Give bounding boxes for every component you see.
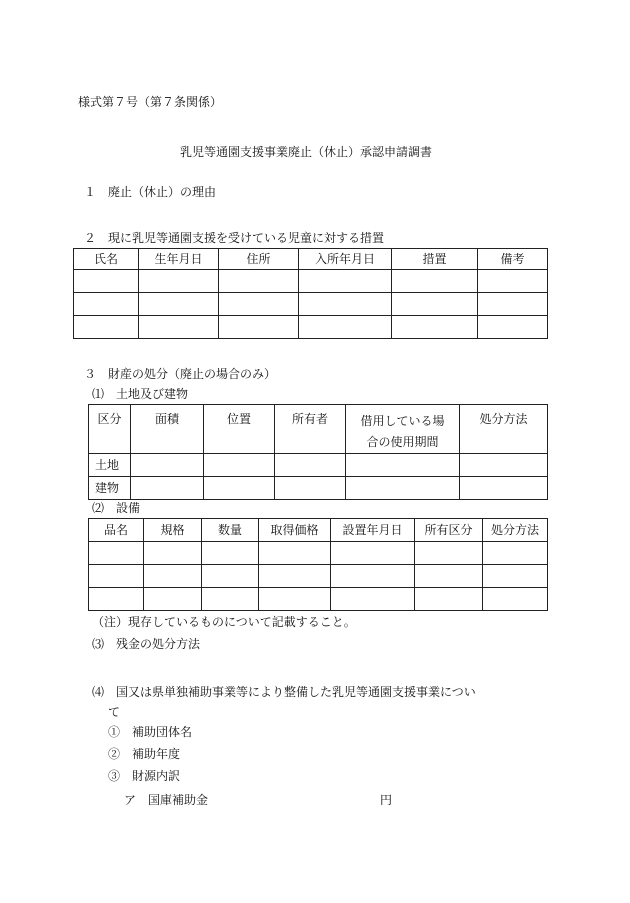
header-quantity: 数量 <box>202 519 259 542</box>
page-title: 乳児等通園支援事業廃止（休止）承認申請調書 <box>180 145 433 159</box>
header-admission-date: 入所年月日 <box>299 249 392 270</box>
item-funding-breakdown: ③ 財源内訳 <box>108 769 181 783</box>
item-national-subsidy-label: ア 国庫補助金 <box>124 793 209 807</box>
header-disposal: 処分方法 <box>483 519 548 542</box>
header-install-date: 設置年月日 <box>331 519 415 542</box>
header-address: 住所 <box>219 249 299 270</box>
section-2-heading: ２ 現に乳児等通園支援を受けている児童に対する措置 <box>84 231 385 245</box>
header-name: 氏名 <box>74 249 139 270</box>
header-lease-period <box>346 405 460 454</box>
sub-heading-subsidy-line2: て <box>108 705 121 719</box>
table-row <box>89 588 548 611</box>
header-remarks: 備考 <box>478 249 548 270</box>
form-label: 様式第７号（第７条関係） <box>78 95 223 109</box>
header-spec: 規格 <box>144 519 202 542</box>
item-subsidy-organization: ① 補助団体名 <box>108 725 193 739</box>
land-buildings-table <box>88 404 548 500</box>
table-row <box>89 565 548 588</box>
header-owner: 所有者 <box>275 405 346 454</box>
section-1-heading: １ 廃止（休止）の理由 <box>84 185 217 199</box>
sub-heading-remaining-funds: ⑶ 残金の処分方法 <box>92 637 201 651</box>
header-ownership: 所有区分 <box>415 519 483 542</box>
header-item-name: 品名 <box>89 519 144 542</box>
header-location: 位置 <box>204 405 275 454</box>
row-label-land: 土地 <box>89 454 131 477</box>
table-row <box>74 270 548 293</box>
table-row <box>74 316 548 339</box>
header-measure: 措置 <box>392 249 478 270</box>
header-category: 区分 <box>89 405 131 454</box>
row-label-building: 建物 <box>89 477 131 500</box>
header-birthdate: 生年月日 <box>139 249 219 270</box>
header-area: 面積 <box>131 405 204 454</box>
header-lease-period-line1: 借用している場 <box>360 414 445 428</box>
header-disposal: 処分方法 <box>460 405 548 454</box>
item-national-subsidy-unit: 円 <box>380 793 393 807</box>
table-row <box>74 293 548 316</box>
sub-heading-equipment: ⑵ 設備 <box>92 501 141 515</box>
sub-heading-land-buildings: ⑴ 土地及び建物 <box>92 387 189 401</box>
sub-heading-subsidy-line1: ⑷ 国又は県単独補助事業等により整備した乳児等通園支援事業につい <box>92 685 476 699</box>
item-subsidy-year: ② 補助年度 <box>108 747 181 761</box>
header-lease-period-line2: 合の使用期間 <box>366 435 439 449</box>
table-row <box>89 477 548 500</box>
table-row <box>89 454 548 477</box>
equipment-table <box>88 518 548 611</box>
section-3-heading: ３ 財産の処分（廃止の場合のみ） <box>84 367 277 381</box>
children-table <box>73 248 548 339</box>
header-acquisition-price: 取得価格 <box>259 519 331 542</box>
note: （注）現存しているものについて記載すること。 <box>92 615 356 629</box>
table-row <box>89 542 548 565</box>
